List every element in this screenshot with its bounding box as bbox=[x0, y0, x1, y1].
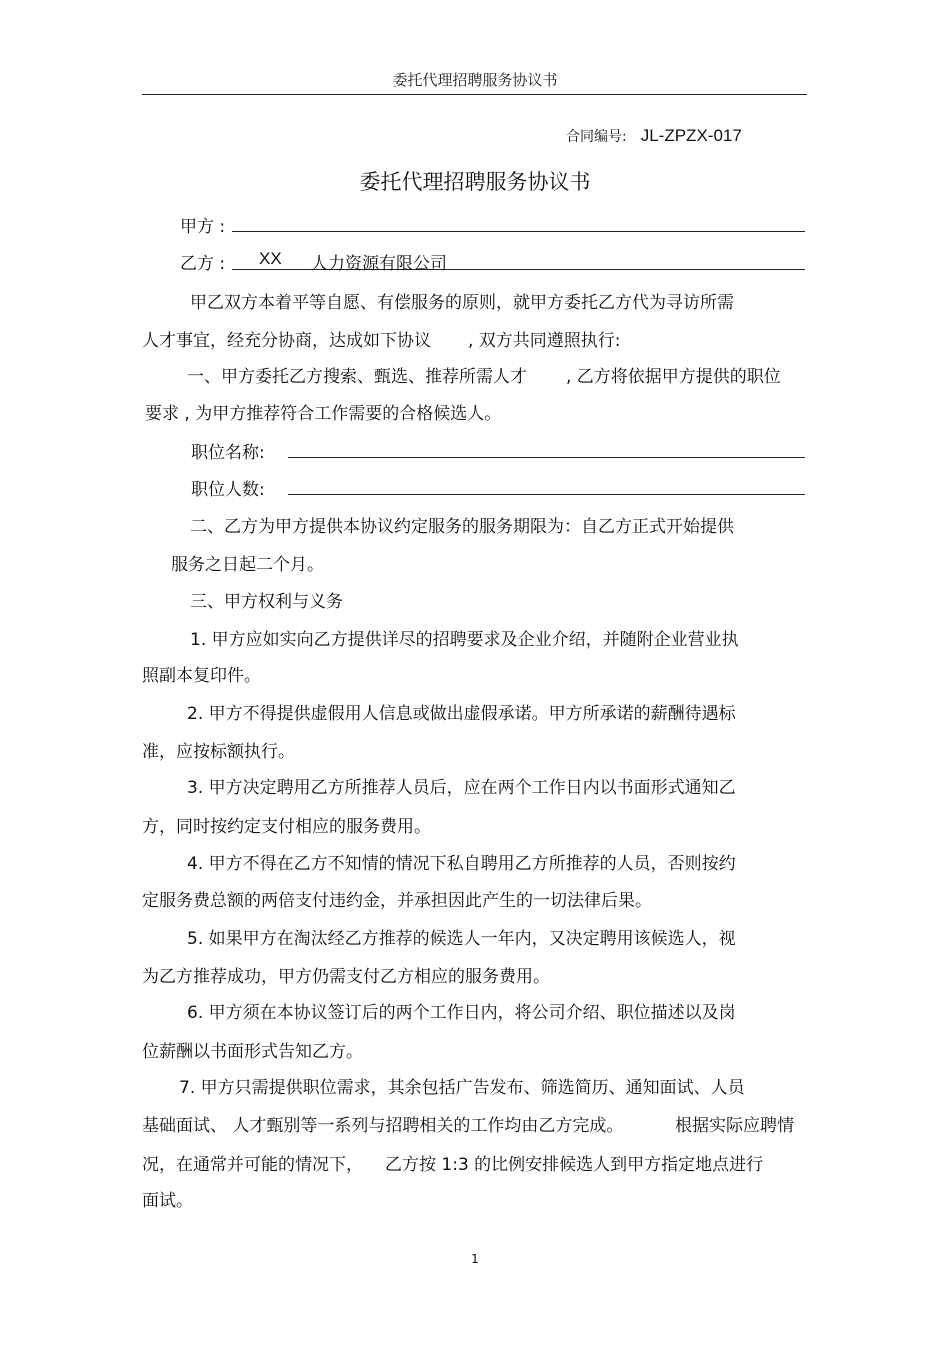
contract-number-code: JL-ZPZX-017 bbox=[640, 126, 742, 145]
clause3-item2-line-2: 准，应按标额执行。 bbox=[142, 742, 295, 762]
document-title: 委托代理招聘服务协议书 bbox=[359, 170, 591, 194]
position-count-label: 职位人数: bbox=[191, 480, 265, 500]
intro-line-2a: 人才事宜，经充分协商，达成如下协议 bbox=[142, 331, 431, 351]
clause3-item3-line-1: 3. 甲方决定聘用乙方所推荐人员后，应在两个工作日内以书面形式通知乙 bbox=[187, 778, 736, 798]
clause3-item4-line-1: 4. 甲方不得在乙方不知情的情况下私自聘用乙方所推荐的人员，否则按约 bbox=[187, 854, 736, 874]
clause2-line-2: 服务之日起二个月。 bbox=[171, 555, 324, 575]
clause3-item7-line-4: 面试。 bbox=[142, 1191, 193, 1211]
clause3-item5-line-1: 5. 如果甲方在淘汰经乙方推荐的候选人一年内，又决定聘用该候选人，视 bbox=[187, 929, 736, 949]
position-name-label: 职位名称: bbox=[191, 443, 265, 463]
clause3-heading: 三、甲方权利与义务 bbox=[190, 592, 343, 612]
clause1-line-2: 要求 , 为甲方推荐符合工作需要的合格候选人。 bbox=[145, 404, 502, 424]
running-header: 委托代理招聘服务协议书 bbox=[392, 71, 558, 89]
clause3-item1-line-2: 照副本复印件。 bbox=[142, 666, 261, 686]
clause1-line-1b: , 乙方将依据甲方提供的职位 bbox=[566, 367, 781, 387]
clause3-item3-line-2: 方，同时按约定支付相应的服务费用。 bbox=[142, 817, 431, 837]
clause1-line-1a: 一、甲方委托乙方搜索、甄选、推荐所需人才 bbox=[187, 367, 527, 387]
clause3-item7-line-3a: 况，在通常并可能的情况下， bbox=[142, 1155, 363, 1175]
clause3-item7-line-2b: 根据实际应聘情 bbox=[675, 1116, 794, 1136]
header-rule bbox=[142, 94, 807, 95]
clause3-item1-line-1: 1. 甲方应如实向乙方提供详尽的招聘要求及企业介绍，并随附企业营业执 bbox=[190, 630, 739, 650]
page-number: 1 bbox=[471, 1252, 479, 1266]
clause3-item5-line-2: 为乙方推荐成功，甲方仍需支付乙方相应的服务费用。 bbox=[142, 967, 550, 987]
contract-number bbox=[566, 126, 742, 146]
position-name-underline bbox=[288, 457, 805, 458]
party-b-name-prefix: XX bbox=[259, 249, 282, 268]
clause2-line-1: 二、乙方为甲方提供本协议约定服务的服务期限为：自乙方正式开始提供 bbox=[190, 517, 734, 537]
intro-line-1: 甲乙双方本着平等自愿、有偿服务的原则，就甲方委托乙方代为寻访所需 bbox=[190, 293, 734, 313]
position-count-underline bbox=[288, 494, 805, 495]
clause3-item2-line-1: 2. 甲方不得提供虚假用人信息或做出虚假承诺。甲方所承诺的薪酬待遇标 bbox=[187, 704, 736, 724]
intro-line-2b: , 双方共同遵照执行: bbox=[468, 331, 621, 351]
party-a-label: 甲方 : bbox=[180, 217, 226, 237]
clause3-item7-line-1: 7. 甲方只需提供职位需求，其余包括广告发布、筛选简历、通知面试、人员 bbox=[179, 1078, 745, 1098]
clause3-item7-line-2a: 基础面试、 人才甄别等一系列与招聘相关的工作均由乙方完成。 bbox=[142, 1116, 624, 1136]
party-b-name: 人力资源有限公司 bbox=[311, 254, 447, 274]
party-a-underline bbox=[232, 231, 805, 232]
contract-number-label: 合同编号: bbox=[566, 129, 627, 145]
party-b-label: 乙方 : bbox=[180, 254, 226, 274]
clause3-item7-line-3b: 乙方按 1:3 的比例安排候选人到甲方指定地点进行 bbox=[385, 1155, 764, 1175]
clause3-item4-line-2: 定服务费总额的两倍支付违约金，并承担因此产生的一切法律后果。 bbox=[142, 891, 652, 911]
clause3-item6-line-1: 6. 甲方须在本协议签订后的两个工作日内，将公司介绍、职位描述以及岗 bbox=[187, 1003, 736, 1023]
clause3-item6-line-2: 位薪酬以书面形式告知乙方。 bbox=[142, 1042, 363, 1062]
